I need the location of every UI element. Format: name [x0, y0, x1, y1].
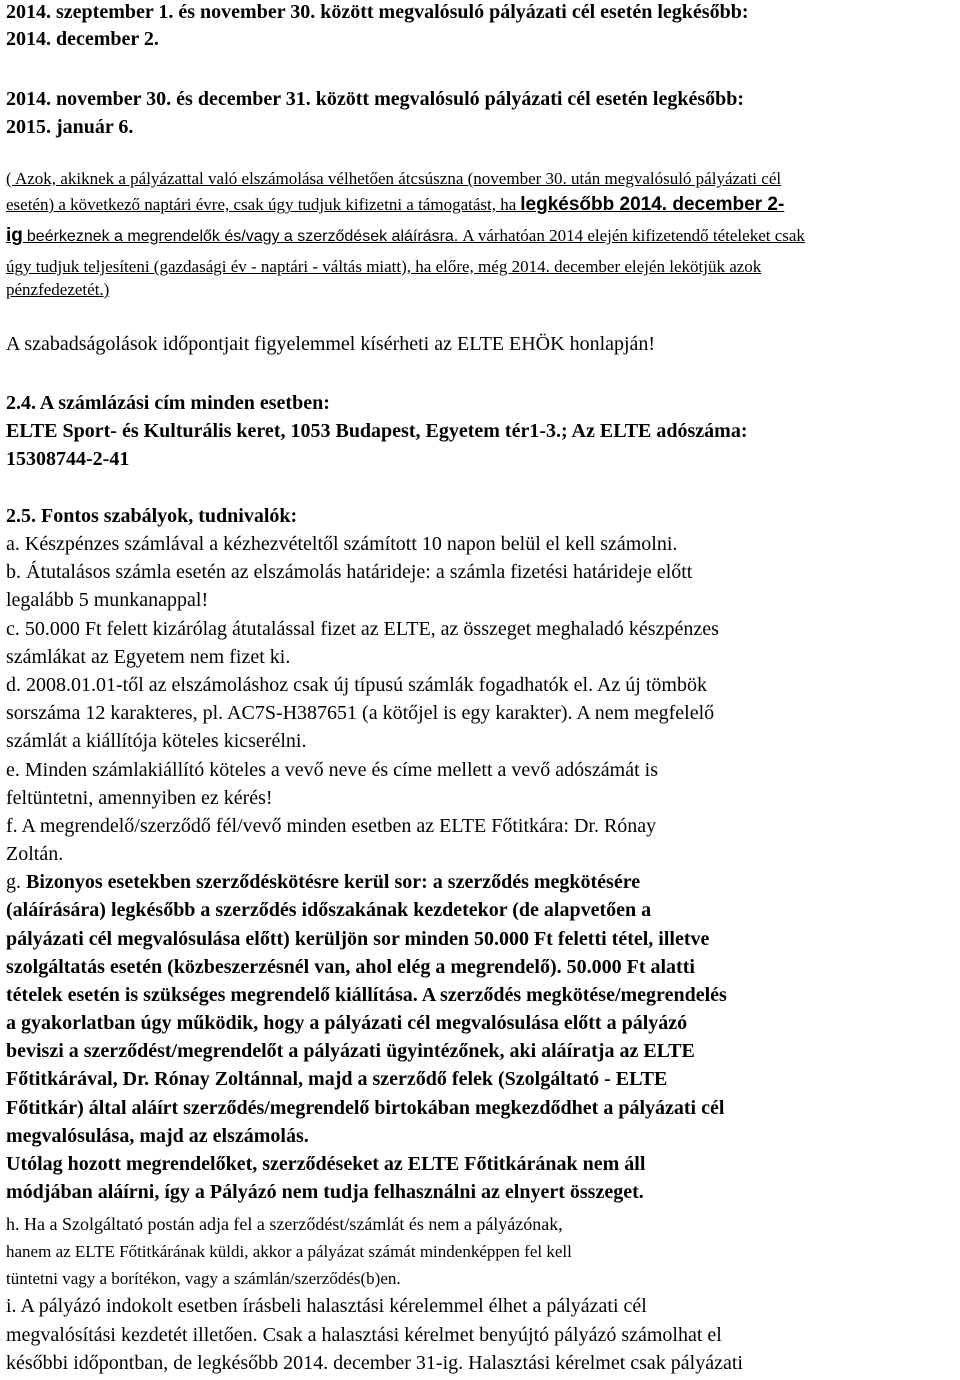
rule-g-cont-12: módjában aláírni, így a Pályázó nem tudja felhasználni az elnyert összeget.	[6, 1181, 644, 1203]
note-line-1: ( Azok, akiknek a pályázattal való elszámolása vélhetően átcsúszna (november 30. után megvalósuló pályázati cél	[6, 169, 782, 188]
rule-h: h. Ha a Szolgáltató postán adja fel a szerződést/számlát és nem a pályázónak,	[6, 1214, 563, 1234]
rule-g-cont-3: pályázati cél megvalósulása előtt) kerüljön sor minden 50.000 Ft feletti tétel, illetve	[6, 928, 710, 950]
note-deadline-emphasis: legkésőbb 2014. december 2-	[520, 194, 785, 215]
rule-i-cont-2: későbbi időpontban, de legkésőbb 2014. december 31-ig. Halasztási kérelmet csak pályázati	[6, 1352, 743, 1374]
billing-tax-number: 15308744-2-41	[6, 448, 130, 470]
rule-i-cont-1: megvalósítási kezdetét illetően. Csak a halasztási kérelmet benyújtó pályázó számolhat el	[6, 1324, 722, 1346]
rule-h-cont-2: tüntetni vagy a borítékon, vagy a számlán/szerződés(b)en.	[6, 1269, 401, 1288]
rule-g-cont-4: szolgáltatás esetén (közbeszerzésnél van, ahol elég a megrendelő). 50.000 Ft alatti	[6, 956, 695, 978]
rule-a: a. Készpénzes számlával a kézhezvételtől számított 10 napon belül el kell számolni.	[6, 533, 678, 555]
deadline-nov-dec-date: 2015. január 6.	[6, 116, 134, 138]
deadline-sep-nov: 2014. szeptember 1. és november 30. között megvalósuló pályázati cél esetén legkésőbb:	[6, 1, 749, 23]
rule-d-cont-1: sorszáma 12 karakteres, pl. AC7S-H387651 (a kötőjel is egy karakter). A nem megfelelő	[6, 702, 715, 724]
rules-heading: 2.5. Fontos szabályok, tudnivalók:	[6, 505, 298, 527]
rule-g-label: g.	[6, 871, 21, 893]
rule-g-cont-2: (aláírására) legkésőbb a szerződés időszakának kezdetekor (de alapvetően a	[6, 899, 652, 921]
note-payment-text: A várhatóan 2014 elején kifizetendő tételeket csak	[462, 226, 805, 245]
rule-f-cont: Zoltán.	[6, 843, 64, 865]
billing-heading: 2.4. A számlázási cím minden esetben:	[6, 392, 330, 414]
rule-d-cont-2: számlát a kiállítója köteles kicserélni.	[6, 730, 307, 752]
rule-g-cont-8: Főtitkárával, Dr. Rónay Zoltánnal, majd a szerződő felek (Szolgáltató - ELTE	[6, 1068, 668, 1090]
note-line-2	[6, 195, 784, 214]
rule-e: e. Minden számlakiállító köteles a vevő neve és címe mellett a vevő adószámát is	[6, 759, 659, 781]
rule-g-cont-7: beviszi a szerződést/megrendelőt a pályázati ügyintézőnek, aki aláíratja az ELTE	[6, 1040, 695, 1062]
deadline-nov-dec: 2014. november 30. és december 31. között megvalósuló pályázati cél esetén legkésőbb:	[6, 88, 745, 110]
rule-b: b. Átutalásos számla esetén az elszámolás határideje: a számla fizetési határideje előtt	[6, 561, 693, 583]
rule-c: c. 50.000 Ft felett kizárólag átutalással fizet az ELTE, az összeget meghaladó készpénzes	[6, 618, 719, 640]
rule-g-cont-9: Főtitkár) által aláírt szerződés/megrendelő birtokában megkezdődhet a pályázati cél	[6, 1097, 725, 1119]
rule-i: i. A pályázó indokolt esetben írásbeli halasztási kérelemmel élhet a pályázati cél	[6, 1295, 647, 1317]
rule-g-cont-5: tételek esetén is szükséges megrendelő kiállítása. A szerződés megkötése/megrendelés	[6, 984, 727, 1006]
billing-address: ELTE Sport- és Kulturális keret, 1053 Budapest, Egyetem tér1-3.; Az ELTE adószáma:	[6, 420, 748, 442]
rule-g-cont-6: a gyakorlatban úgy működik, hogy a pályázati cél megvalósulása előtt a pályázó	[6, 1012, 688, 1034]
rule-g-text: Bizonyos esetekben szerződéskötésre kerül sor: a szerződés megkötésére	[26, 871, 641, 893]
rule-h-cont-1: hanem az ELTE Főtitkárának küldi, akkor a pályázat számát mindenképpen fel kell	[6, 1242, 572, 1261]
note-arrival-text: beérkeznek a megrendelők és/vagy a szerződések aláírásra.	[26, 228, 459, 245]
rule-b-cont: legalább 5 munkanappal!	[6, 589, 209, 611]
holiday-note: A szabadságolások időpontjait figyelemmel kísérheti az ELTE EHÖK honlapján!	[6, 333, 656, 355]
rule-g-cont-11: Utólag hozott megrendelőket, szerződéseket az ELTE Főtitkárának nem áll	[6, 1153, 646, 1175]
note-line-5: pénzfedezetét.)	[6, 280, 110, 299]
rule-c-cont: számlákat az Egyetem nem fizet ki.	[6, 646, 291, 668]
rule-f: f. A megrendelő/szerződő fél/vevő minden esetben az ELTE Főtitkára: Dr. Rónay	[6, 815, 657, 837]
rule-d: d. 2008.01.01-től az elszámoláshoz csak új típusú számlák fogadhatók el. Az új tömbök	[6, 674, 707, 696]
note-line-3	[6, 226, 805, 245]
note-line-4: úgy tudjuk teljesíteni (gazdasági év - naptári - váltás miatt), ha előre, még 2014. december elején lekötjük azok	[6, 257, 762, 276]
rule-g-cont-10: megvalósulása, majd az elszámolás.	[6, 1125, 309, 1147]
rule-e-cont: feltüntetni, amennyiben ez kérés!	[6, 787, 273, 809]
note-line-2-text: esetén) a következő naptári évre, csak úgy tudjuk kifizetni a támogatást, ha	[6, 195, 517, 214]
rule-g	[6, 872, 640, 892]
deadline-sep-nov-date: 2014. december 2.	[6, 28, 159, 50]
note-deadline-suffix: ig	[6, 225, 23, 246]
